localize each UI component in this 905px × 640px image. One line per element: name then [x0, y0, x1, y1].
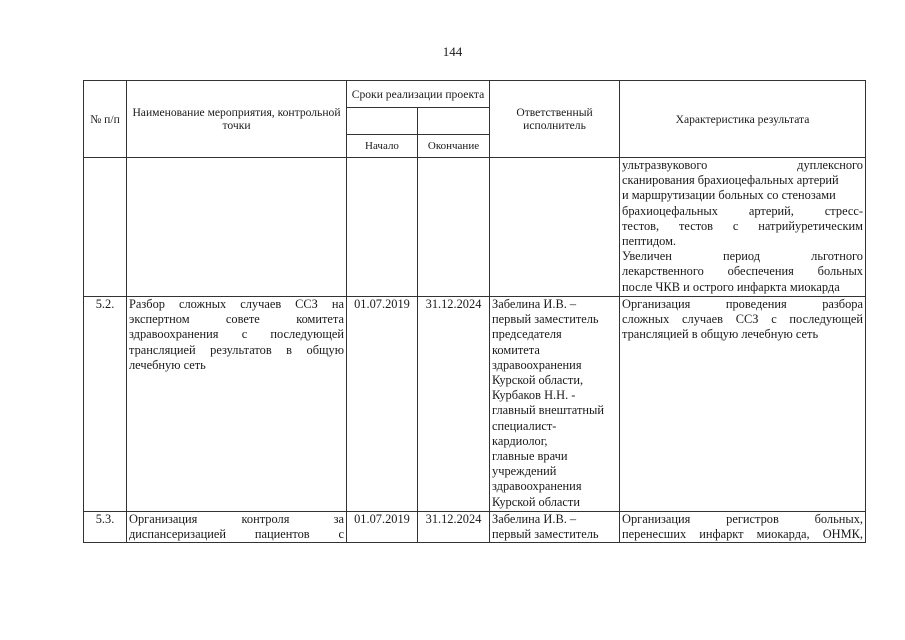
responsible-line: Забелина И.В. – — [492, 297, 577, 311]
row-num: 5.2. — [84, 297, 127, 512]
name-line: Организация контроля за — [129, 512, 344, 526]
row-responsible — [490, 512, 620, 543]
result-line: Увеличен период льготного — [622, 249, 864, 264]
header-spacer-end — [418, 108, 490, 135]
responsible-line: комитета — [492, 342, 540, 357]
name-line: Разбор сложных случаев ССЗ на — [129, 297, 344, 311]
responsible-line: первый заместитель — [492, 527, 599, 542]
responsible-line: учреждений — [492, 464, 557, 479]
responsible-line: здравоохранения — [492, 479, 582, 494]
row-result — [620, 297, 866, 512]
row-num: 5.3. — [84, 512, 127, 543]
result-line: Организация регистров больных, — [622, 512, 864, 526]
result-line: Организация проведения разбора — [622, 297, 864, 311]
header-name: Наименование мероприятия, контрольной точки — [127, 81, 347, 158]
responsible-line: Забелина И.В. – — [492, 512, 577, 526]
row-num — [84, 158, 127, 297]
row-start: 01.07.2019 — [347, 297, 418, 512]
name-line: экспертном совете комитета — [129, 312, 344, 327]
table-row — [84, 158, 866, 297]
responsible-line: Курбаков Н.Н. - — [492, 388, 576, 403]
table-row — [84, 297, 866, 512]
header-spacer-start — [347, 108, 418, 135]
responsible-line: кардиолог, — [492, 433, 548, 448]
row-responsible — [490, 158, 620, 297]
result-line: лекарственного обеспечения больных — [622, 264, 864, 279]
responsible-line: главный внештатный — [492, 403, 604, 418]
result-line: тестов, тестов с натрийуретическим — [622, 218, 864, 233]
header-responsible: Ответственный исполнитель — [490, 81, 620, 158]
header-terms: Сроки реализации проекта — [347, 81, 490, 108]
responsible-line: специалист- — [492, 418, 557, 433]
responsible-line: Курской области, — [492, 373, 584, 388]
responsible-line: председателя — [492, 327, 562, 342]
row-end — [418, 158, 490, 297]
header-result: Характеристика результата — [620, 81, 866, 158]
result-line: брахиоцефальных артерий, стресс- — [622, 203, 864, 218]
row-start: 01.07.2019 — [347, 512, 418, 543]
row-start — [347, 158, 418, 297]
row-end: 31.12.2024 — [418, 297, 490, 512]
page-number: 144 — [442, 44, 463, 59]
row-name — [127, 158, 347, 297]
result-line: трансляцией в общую лечебную сеть — [622, 327, 819, 342]
result-line: после ЧКВ и острого инфаркта миокарда — [622, 279, 840, 294]
responsible-line: Курской области — [492, 494, 580, 509]
table-row — [84, 512, 866, 543]
result-line: перенесших инфаркт миокарда, ОНМК, — [622, 527, 864, 542]
result-line: сложных случаев ССЗ с последующей — [622, 312, 864, 327]
row-name — [127, 512, 347, 543]
name-line: лечебную сеть — [129, 357, 206, 372]
result-line: и маршрутизации больных со стенозами — [622, 188, 836, 203]
name-line: здравоохранения с последующей — [129, 327, 344, 342]
row-result — [620, 158, 866, 297]
header-start: Начало — [347, 135, 418, 158]
result-line: сканирования брахиоцефальных артерий — [622, 173, 839, 188]
row-result — [620, 512, 866, 543]
name-line: диспансеризацией пациентов с — [129, 527, 344, 542]
responsible-line: первый заместитель — [492, 312, 599, 327]
table-header-row — [84, 81, 866, 108]
responsible-line: главные врачи — [492, 449, 568, 464]
row-responsible — [490, 297, 620, 512]
result-line: пептидом. — [622, 234, 677, 249]
row-name — [127, 297, 347, 512]
measures-table — [83, 80, 866, 543]
row-end: 31.12.2024 — [418, 512, 490, 543]
result-line: ультразвукового дуплексного — [622, 158, 864, 172]
header-num: № п/п — [84, 81, 127, 158]
name-line: трансляцией результатов в общую — [129, 342, 344, 357]
header-end: Окончание — [418, 135, 490, 158]
responsible-line: здравоохранения — [492, 357, 582, 372]
